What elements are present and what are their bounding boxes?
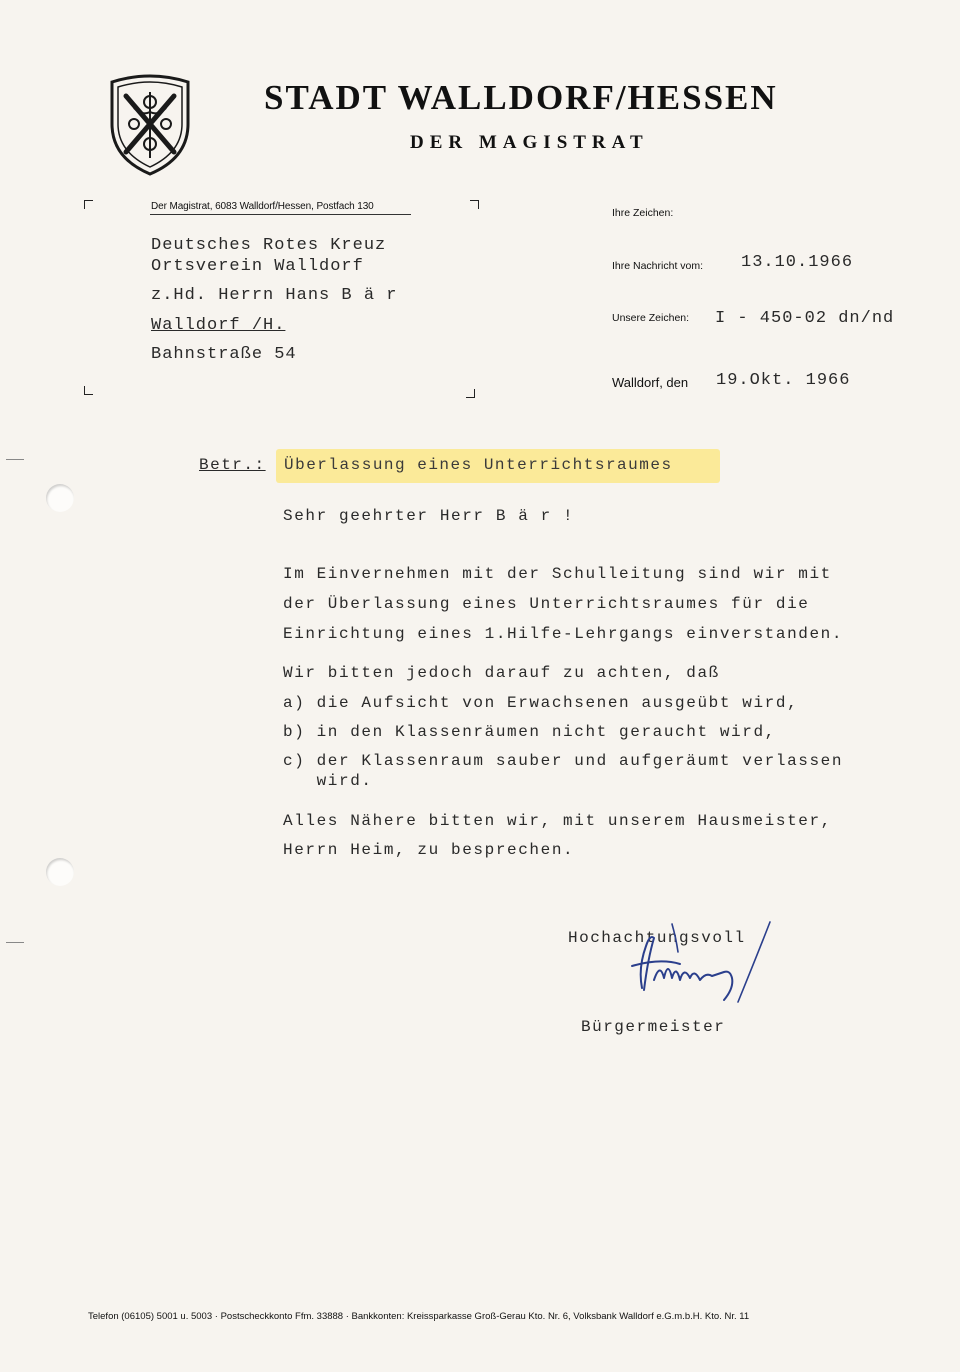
city-crest-icon: [104, 72, 196, 176]
closing-greeting: Hochachtungsvoll: [568, 929, 746, 947]
fold-mark: [6, 459, 24, 460]
ref-ort-label: Walldorf, den: [612, 375, 689, 390]
fold-mark: [6, 942, 24, 943]
salutation: Sehr geehrter Herr B ä r !: [283, 507, 575, 525]
punch-hole: [46, 858, 74, 886]
recipient-city: Walldorf /H.: [151, 316, 286, 335]
body-line: Alles Nähere bitten wir, mit unserem Hausmeister,: [283, 812, 832, 830]
ref-unsere-label: Unsere Zeichen:: [612, 312, 690, 324]
window-corner-mark: [466, 389, 475, 398]
window-corner-mark: [84, 386, 93, 395]
footer-text: Telefon (06105) 5001 u. 5003 · Postscheckkonto Ffm. 33888 · Bankkonten: Kreissparkasse Groß-Gerau Kto. Nr. 6, Volksbank Walldorf e.G.m.b.H. Kto. Nr. 11: [88, 1311, 750, 1322]
ref-date-value: 19.Okt. 1966: [716, 371, 851, 390]
list-item: b) in den Klassenräumen nicht geraucht wird,: [283, 723, 776, 741]
body-line: Wir bitten jedoch darauf zu achten, daß: [283, 664, 720, 682]
list-item: c) der Klassenraum sauber und aufgeräumt verlassen: [283, 752, 844, 770]
ref-nachricht-label: Ihre Nachricht vom:: [612, 260, 704, 272]
window-corner-mark: [84, 200, 93, 209]
body-line: der Überlassung eines Unterrichtsraumes für die: [283, 595, 810, 613]
signer-title: Bürgermeister: [581, 1018, 726, 1036]
letterhead-title: STADT WALLDORF/HESSEN: [264, 78, 778, 117]
window-corner-mark: [470, 200, 479, 209]
recipient-line: Deutsches Rotes Kreuz: [151, 236, 387, 255]
return-address: Der Magistrat, 6083 Walldorf/Hessen, Postfach 130: [151, 201, 374, 212]
list-item-continuation: wird.: [283, 772, 373, 790]
signature: [620, 918, 780, 1010]
recipient-line: Ortsverein Walldorf: [151, 257, 364, 276]
body-line: Im Einvernehmen mit der Schulleitung sind wir mit: [283, 565, 832, 583]
body-line: Einrichtung eines 1.Hilfe-Lehrgangs einverstanden.: [283, 625, 844, 643]
subject-text: Überlassung eines Unterrichtsraumes: [284, 456, 673, 474]
ref-nachricht-value: 13.10.1966: [741, 253, 854, 272]
recipient-street: Bahnstraße 54: [151, 345, 297, 364]
ref-ihre-zeichen-label: Ihre Zeichen:: [612, 207, 674, 219]
return-address-rule: [150, 214, 411, 215]
list-item: a) die Aufsicht von Erwachsenen ausgeübt wird,: [283, 694, 799, 712]
body-line: Herrn Heim, zu besprechen.: [283, 841, 575, 859]
subject-label: Betr.:: [199, 456, 266, 474]
letterhead-subtitle: DER MAGISTRAT: [410, 132, 649, 153]
recipient-line: z.Hd. Herrn Hans B ä r: [151, 286, 398, 305]
punch-hole: [46, 484, 74, 512]
ref-unsere-value: I - 450-02 dn/nd: [715, 309, 895, 328]
